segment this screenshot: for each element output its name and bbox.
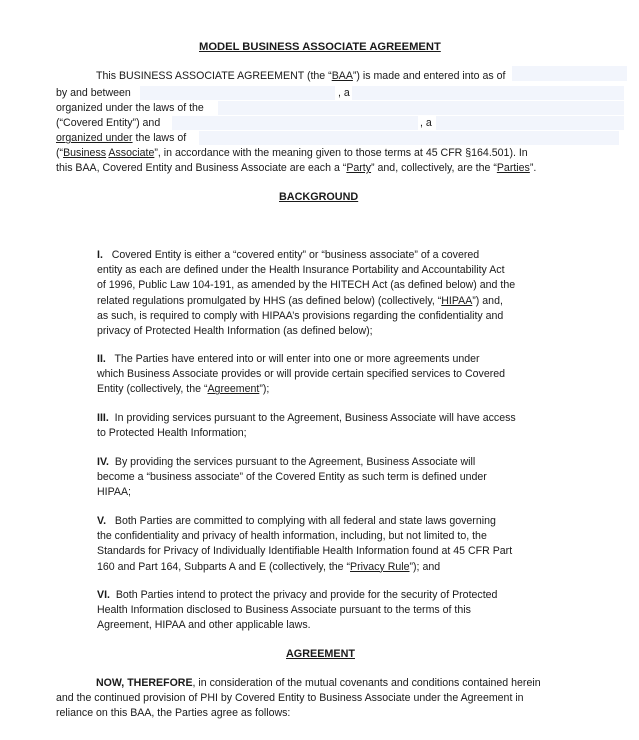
recital-text: to Protected Health Information; [97,427,247,440]
recital-text: Agreement, HIPAA and other applicable laws. [97,619,311,632]
document-title: MODEL BUSINESS ASSOCIATE AGREEMENT [199,41,441,53]
recital-2 [97,352,547,398]
background-heading: BACKGROUND [279,191,359,203]
intro-text: ”, in accordance with the meaning given to those terms at 45 CFR §164.501). In [154,147,528,159]
recital-text: ”) and, [472,294,503,307]
recital-text: entity as each are defined under the Health Insurance Portability and Accountability Act [97,264,505,277]
recital-number: II. [97,353,106,365]
recital-text: Entity (collectively, the “ [97,383,208,396]
intro-line-2: by and between [56,87,131,99]
closing-line-1 [96,676,541,691]
recital-text: as such, is required to comply with HIPAA’s provisions regarding the confidentiality and [97,309,504,322]
defined-term-hipaa: HIPAA [441,294,473,307]
recital-text: privacy of Protected Health Information (as defined below); [97,325,373,338]
recital-text: Health Information disclosed to Business Associate pursuant to the terms of this [97,604,471,617]
recital-number: V. [97,515,107,527]
recital-text: which Business Associate provides or will provide certain specified services to Covered [97,368,506,381]
intro-line-5 [56,131,186,146]
effective-date-field[interactable] [512,66,627,81]
agreement-heading: AGREEMENT [286,648,355,660]
defined-term-party: Party [346,162,372,174]
recital-text: the confidentiality and privacy of health information, including, but not limited to, the [97,530,487,543]
recital-text: In providing services pursuant to the Agreement, Business Associate will have access [114,412,516,424]
intro-text: this BAA, Covered Entity and Business Associate are each a “ [56,162,347,174]
intro-text: the laws of [132,132,187,144]
recital-number: IV. [97,456,109,468]
intro-line-4: (“Covered Entity”) and [56,117,161,129]
closing-line-2: and the continued provision of PHI by Covered Entity to Business Associate under the Agreement in [56,692,524,704]
intro-text: organized under [56,132,133,144]
recital-6 [97,588,547,634]
business-associate-jurisdiction-field[interactable] [199,131,619,145]
business-associate-type-field[interactable] [436,116,624,130]
recital-text: become a “business associate” of the Covered Entity as such term is defined under [97,471,487,484]
recital-text: of 1996, Public Law 104-191, as amended by the HITECH Act (as defined below) and the [97,279,516,292]
closing-text: , in consideration of the mutual covenants and conditions contained herein [192,677,541,689]
intro-line-1 [96,69,505,84]
recital-number: VI. [97,589,110,601]
intro-comma-a-1: , a [338,87,350,99]
business-associate-name-field[interactable] [172,116,418,130]
recital-text: HIPAA; [97,486,131,499]
recital-5 [97,514,547,575]
intro-text: ”) is made and entered into as of [352,70,506,82]
defined-term-business: Business [63,147,107,159]
recital-text: The Parties have entered into or will enter into one or more agreements under [114,353,480,365]
recital-text: By providing the services pursuant to the Agreement, Business Associate will [114,456,476,468]
intro-line-7 [56,161,536,176]
defined-term-privacy-rule: Privacy Rule [350,560,410,573]
intro-line-6 [56,146,528,161]
recital-1 [97,248,547,339]
recital-text: 160 and Part 164, Subparts A and E (collectively, the “ [97,560,351,573]
recital-text: Both Parties intend to protect the privacy and provide for the security of Protected [115,589,498,601]
defined-term-associate: Associate [108,147,155,159]
recital-text: Standards for Privacy of Individually Identifiable Health Information found at 45 CFR Part [97,545,513,558]
intro-comma-a-2: , a [420,117,432,129]
covered-entity-type-field[interactable] [352,86,624,100]
intro-text: This BUSINESS ASSOCIATE AGREEMENT (the “ [96,70,332,82]
covered-entity-name-field[interactable] [140,86,335,100]
intro-line-3: organized under the laws of the [56,102,204,114]
recital-text: Covered Entity is either a “covered entity” or “business associate” of a covered [111,249,480,261]
closing-lead: NOW, THEREFORE [96,677,193,689]
intro-text: ” and, collectively, are the “ [371,162,497,174]
intro-text: (“ [56,147,64,159]
recital-number: III. [97,412,109,424]
intro-text: ”. [529,162,537,174]
closing-line-3: reliance on this BAA, the Parties agree as follows: [56,707,291,719]
recital-number: I. [97,249,103,261]
recital-text: ”); and [409,560,441,573]
recital-4 [97,455,547,501]
recital-3 [97,411,547,441]
recital-text: related regulations promulgated by HHS (as defined below) (collectively, “ [97,294,442,307]
recital-text: Both Parties are committed to complying with all federal and state laws governing [114,515,496,527]
covered-entity-jurisdiction-field[interactable] [218,101,624,115]
defined-term-agreement: Agreement [207,383,260,396]
defined-term-baa: BAA [331,70,353,82]
defined-term-parties: Parties [496,162,530,174]
recital-text: ”); [259,383,270,396]
